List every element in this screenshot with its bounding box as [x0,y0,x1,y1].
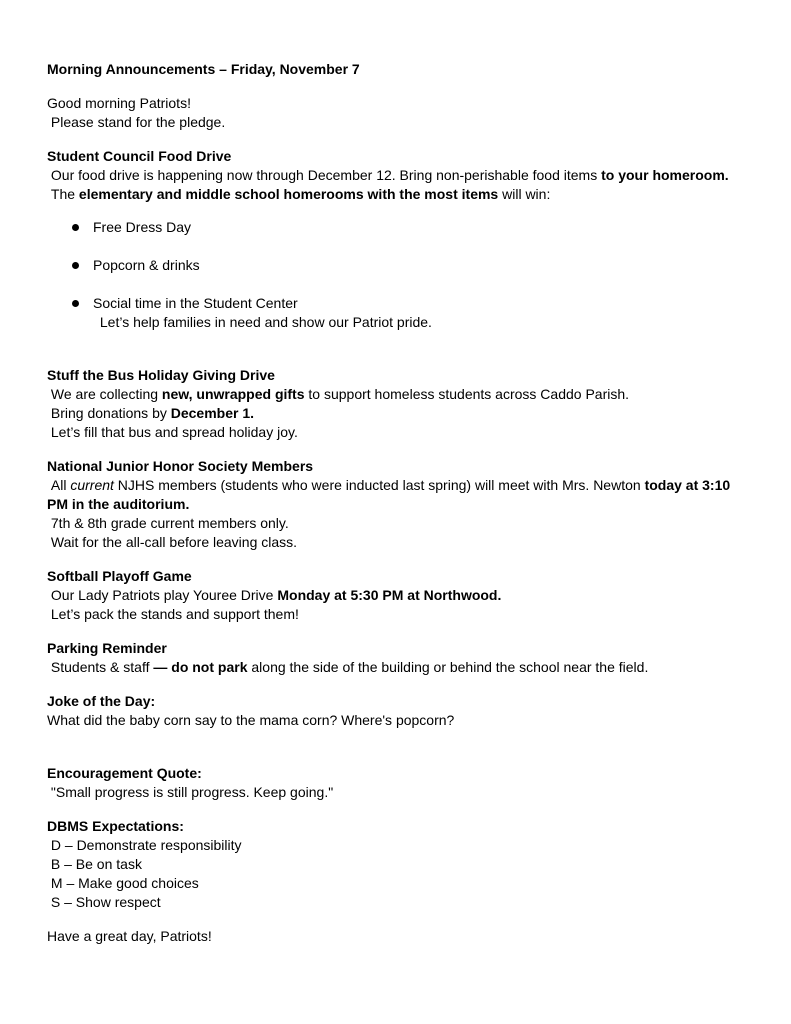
page-title: Morning Announcements – Friday, November 7 [47,61,360,77]
list-item [47,218,752,237]
pledge-line: Please stand for the pledge. [47,114,226,130]
parking-section [47,639,752,677]
njhs-section [47,457,752,552]
greeting-line: Good morning Patriots! [47,95,191,111]
text: Our food drive is happening now through December 12. Bring non-perishable food items [47,167,602,183]
text: Students & staff [47,659,154,675]
food-drive-paragraph-2 [47,185,752,204]
emphasis: new, unwrapped gifts [161,386,305,402]
emphasis: to your homeroom. [601,167,729,183]
stuff-bus-line-2 [47,404,752,423]
emphasis: Monday at 5:30 PM at Northwood. [277,587,502,603]
softball-heading: Softball Playoff Game [47,568,192,584]
emphasis: — do not park [153,659,248,675]
njhs-heading: National Junior Honor Society Members [47,458,314,474]
emphasis: elementary and middle school homerooms with the most items [78,186,499,202]
joke-section [47,692,752,730]
announcements-document [47,60,752,946]
text: along the side of the building or behind the school near the field. [247,659,649,675]
food-drive-paragraph-1 [47,166,752,185]
greeting-section [47,94,752,132]
text: will win: [498,186,551,202]
list-item: D – Demonstrate responsibility [47,837,242,853]
food-drive-section [47,147,752,332]
text: NJHS members (students who were inducted last spring) will meet with Mrs. Newton [113,477,645,493]
stuff-bus-line-3: Let’s fill that bus and spread holiday joy. [47,424,298,440]
emphasis: current [70,477,114,493]
prize-list [47,218,752,332]
emphasis: today at 3:10 PM in the auditorium. [47,477,735,512]
text: Our Lady Patriots play Youree Drive [47,587,278,603]
signoff: Have a great day, Patriots! [47,928,212,944]
stuff-bus-heading: Stuff the Bus Holiday Giving Drive [47,367,275,383]
joke-heading: Joke of the Day: [47,693,156,709]
quote-heading: Encouragement Quote: [47,765,202,781]
list-item: B – Be on task [47,856,142,872]
bullet-icon [72,224,79,231]
bullet-icon [72,262,79,269]
softball-section [47,567,752,624]
softball-line-1 [47,586,752,605]
text: All [47,477,71,493]
list-item [47,256,752,275]
text: Bring donations by [47,405,171,421]
list-item [47,294,752,332]
emphasis: December 1. [170,405,255,421]
softball-line-2: Let’s pack the stands and support them! [47,606,299,622]
parking-heading: Parking Reminder [47,640,167,656]
food-drive-closing: Let’s help families in need and show our Patriot pride. [96,314,432,330]
text: to support homeless students across Caddo Parish. [304,386,630,402]
prize-label: Free Dress Day [93,219,192,235]
joke-text: What did the baby corn say to the mama corn? Where's popcorn? [47,712,455,728]
parking-line-1 [47,658,752,677]
prize-label: Social time in the Student Center [93,295,298,311]
quote-text: "Small progress is still progress. Keep going." [47,784,334,800]
njhs-line-1 [47,476,752,514]
food-drive-heading: Student Council Food Drive [47,148,232,164]
list-item: M – Make good choices [47,875,199,891]
bullet-icon [72,300,79,307]
expectations-heading: DBMS Expectations: [47,818,184,834]
njhs-line-2: 7th & 8th grade current members only. [47,515,289,531]
list-item: S – Show respect [47,894,161,910]
njhs-line-3: Wait for the all-call before leaving class. [47,534,298,550]
stuff-bus-line-1 [47,385,752,404]
prize-label: Popcorn & drinks [93,257,200,273]
quote-section [47,764,752,802]
expectations-section [47,817,752,912]
stuff-bus-section [47,366,752,442]
text: We are collecting [47,386,162,402]
text: The [47,186,79,202]
